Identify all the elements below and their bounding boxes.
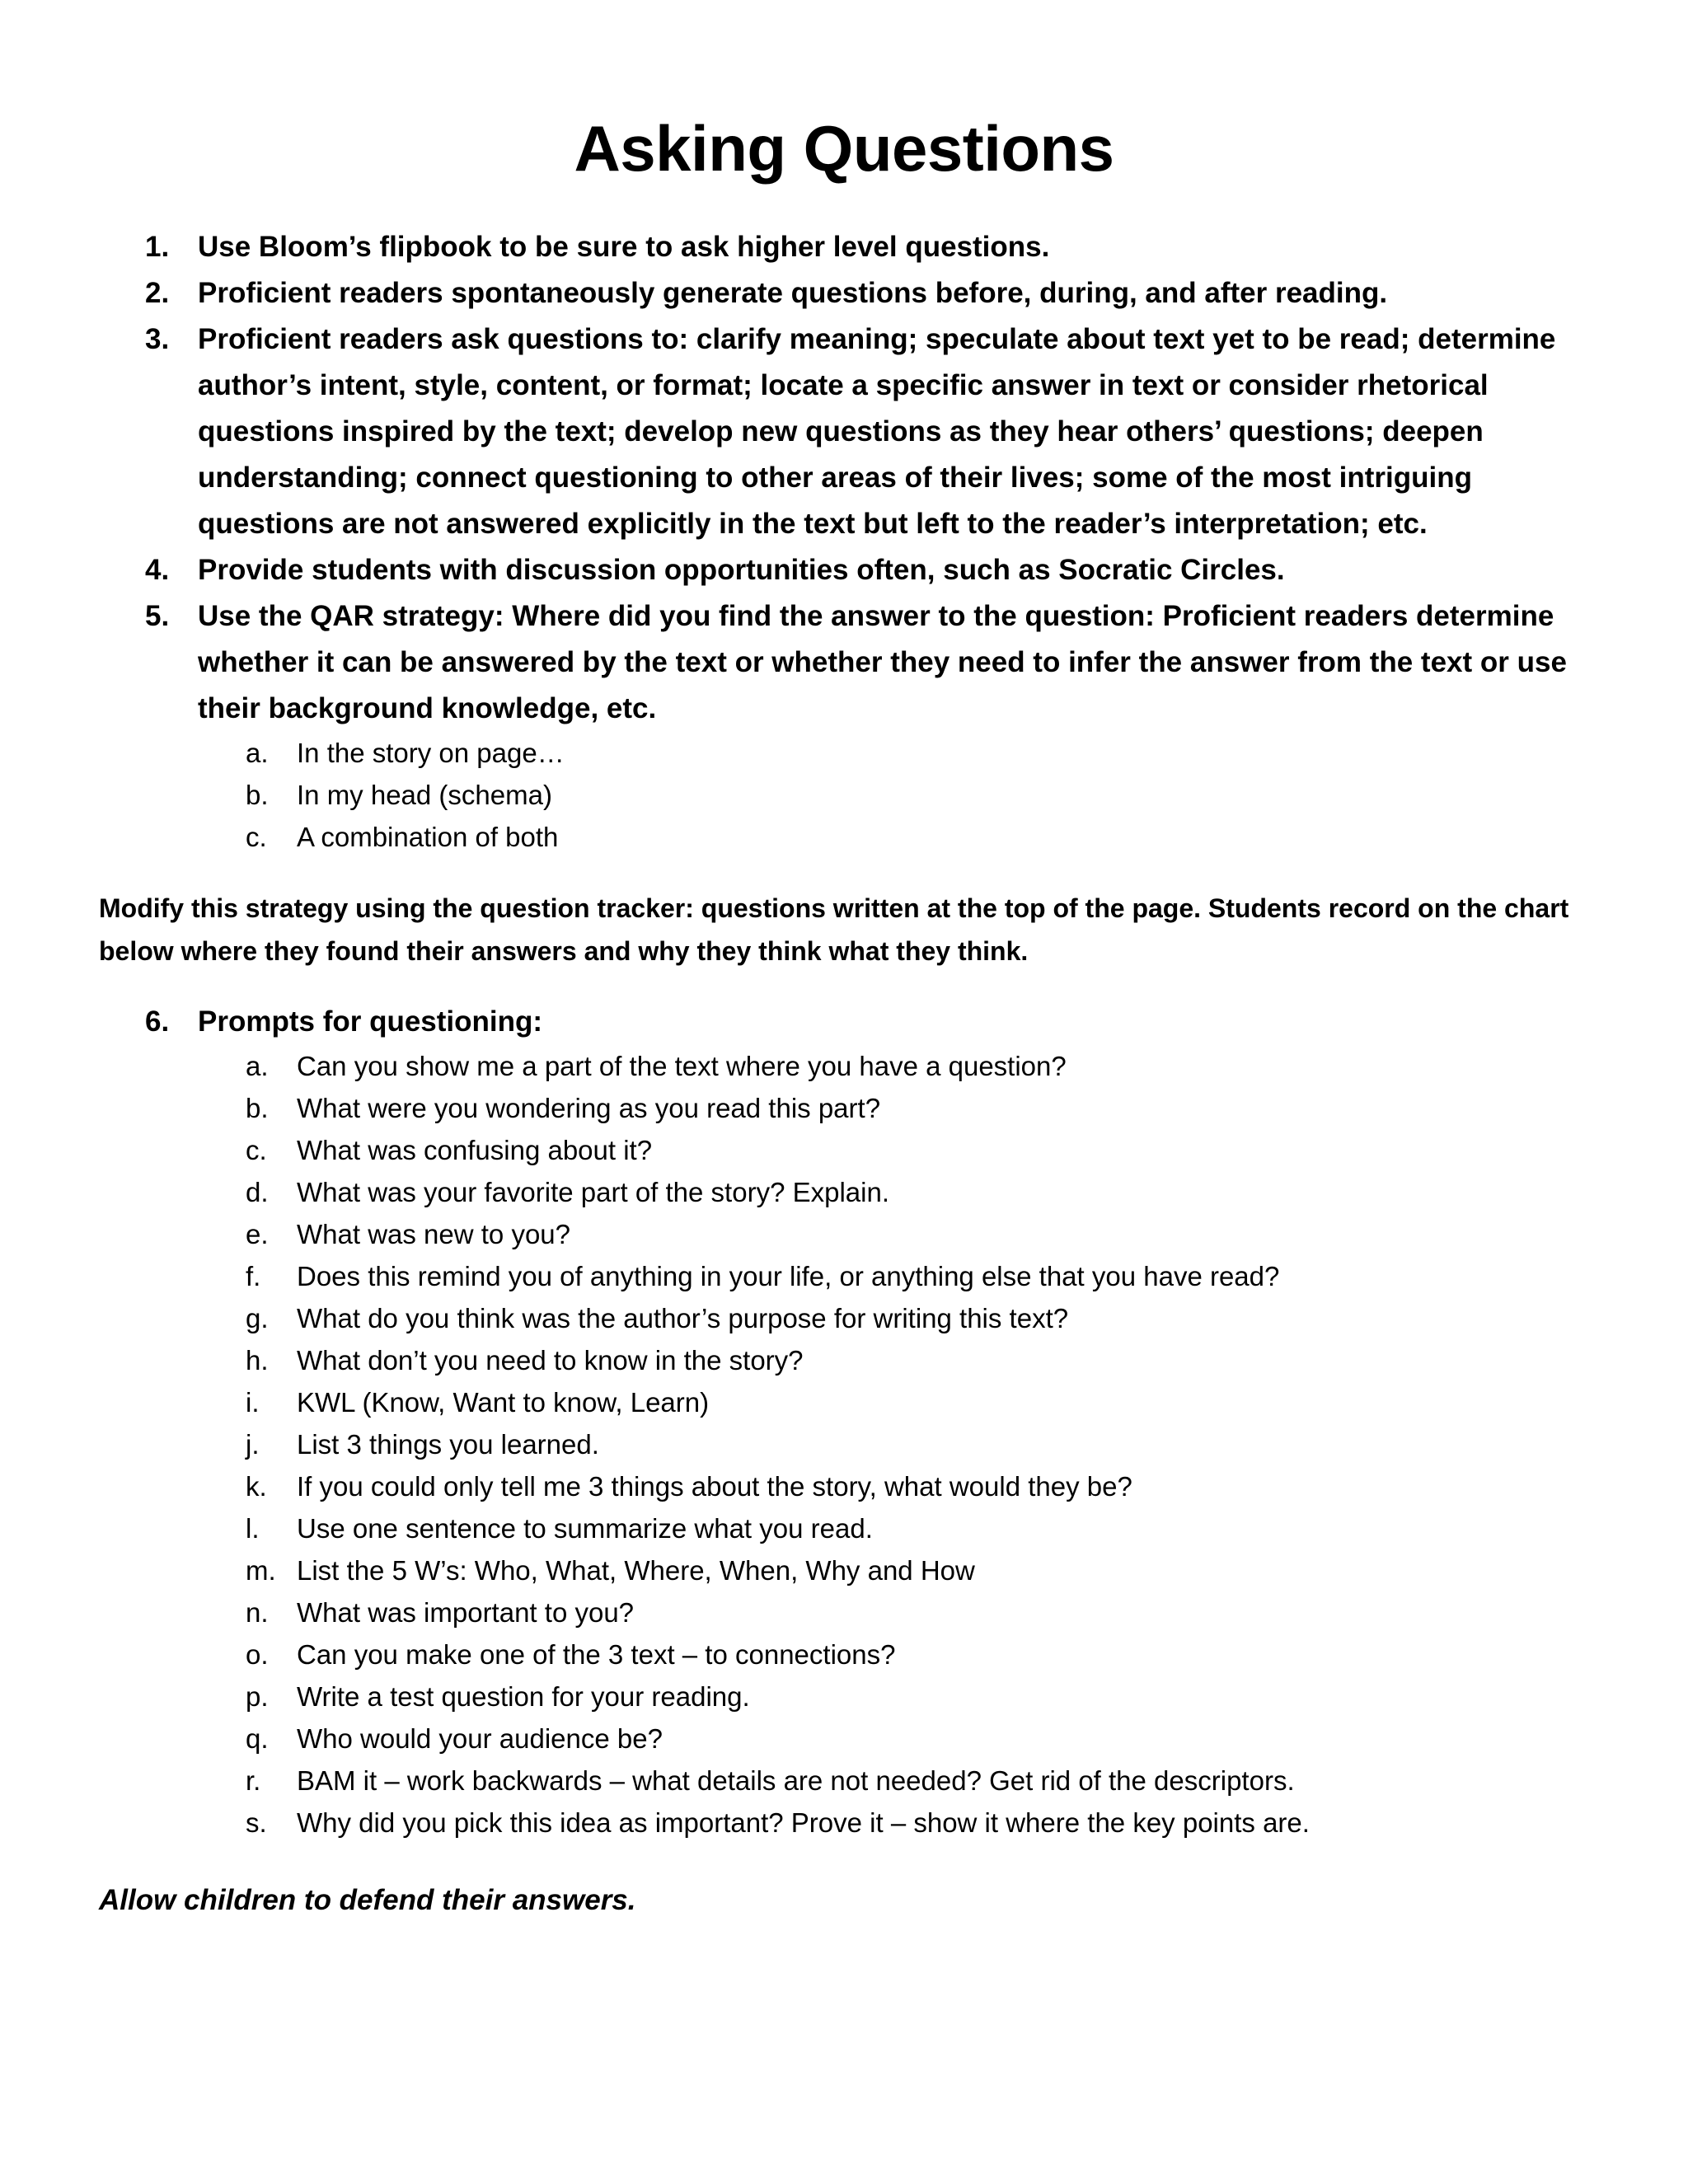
sub-item-b xyxy=(0,774,1582,816)
sub-item-l xyxy=(0,1507,1688,1549)
list-number: 3. xyxy=(145,323,170,355)
sub-item-text: KWL (Know, Want to know, Learn) xyxy=(297,1387,710,1418)
list-item-text: Provide students with discussion opportunities often, such as Socratic Circles. xyxy=(198,554,1285,586)
sub-letter: d. xyxy=(246,1177,269,1207)
sub-item-p xyxy=(0,1675,1688,1718)
list-item-4 xyxy=(0,547,1582,593)
list-item-text: Use Bloom’s flipbook to be sure to ask higher level questions. xyxy=(198,231,1050,263)
list-item-2 xyxy=(0,270,1582,316)
list-number: 2. xyxy=(145,277,170,309)
sub-item-text: Can you make one of the 3 text – to connections? xyxy=(297,1639,896,1670)
sub-item-text: List the 5 W’s: Who, What, Where, When, Why and How xyxy=(297,1555,975,1586)
list-item-text: Prompts for questioning: xyxy=(198,1005,543,1038)
list-number: 5. xyxy=(145,600,170,632)
sub-letter: c. xyxy=(246,822,267,852)
sub-letter: f. xyxy=(246,1261,261,1291)
strategy-note: Modify this strategy using the question tracker: questions written at the top of the page. Students record on the chart below where they found their answers and why they think what they think. xyxy=(99,893,1569,966)
sub-item-text: Who would your audience be? xyxy=(297,1723,663,1754)
sub-item-text: Write a test question for your reading. xyxy=(297,1681,750,1712)
list-item-6-heading xyxy=(0,999,1688,1045)
qar-sub-list xyxy=(0,732,1582,858)
sub-item-text: In my head (schema) xyxy=(297,780,552,810)
sub-item-text: List 3 things you learned. xyxy=(297,1429,599,1460)
sub-item-text: What was new to you? xyxy=(297,1219,570,1249)
sub-item-text: A combination of both xyxy=(297,822,559,852)
list-item-3 xyxy=(0,316,1582,547)
sub-item-h xyxy=(0,1339,1688,1381)
sub-letter: i. xyxy=(246,1387,260,1418)
list-number: 6. xyxy=(145,1005,170,1038)
sub-item-text: What don’t you need to know in the story? xyxy=(297,1345,804,1376)
sub-letter: q. xyxy=(246,1723,269,1754)
sub-item-a xyxy=(0,1045,1688,1087)
sub-letter: a. xyxy=(246,1051,269,1081)
sub-item-o xyxy=(0,1633,1688,1675)
sub-letter: b. xyxy=(246,1093,269,1123)
sub-item-c xyxy=(0,1129,1688,1171)
closing-statement: Allow children to defend their answers. xyxy=(99,1884,636,1916)
sub-item-m xyxy=(0,1549,1688,1591)
sub-letter: j. xyxy=(246,1429,260,1460)
main-list xyxy=(0,224,1688,858)
sub-item-e xyxy=(0,1213,1688,1255)
sub-letter: m. xyxy=(246,1555,276,1586)
sub-item-d xyxy=(0,1171,1688,1213)
list-item-1 xyxy=(0,224,1582,270)
sub-letter: g. xyxy=(246,1303,269,1333)
sub-item-text: What was confusing about it? xyxy=(297,1135,653,1165)
sub-item-c xyxy=(0,816,1582,858)
sub-item-n xyxy=(0,1591,1688,1633)
list-item-6 xyxy=(0,999,1688,1844)
sub-letter: o. xyxy=(246,1639,269,1670)
sub-letter: a. xyxy=(246,738,269,768)
sub-item-s xyxy=(0,1802,1688,1844)
sub-letter: b. xyxy=(246,780,269,810)
sub-letter: e. xyxy=(246,1219,269,1249)
sub-item-text: Use one sentence to summarize what you read. xyxy=(297,1513,873,1544)
sub-letter: l. xyxy=(246,1513,260,1544)
sub-item-text: BAM it – work backwards – what details are not needed? Get rid of the descriptors. xyxy=(297,1765,1295,1796)
sub-item-g xyxy=(0,1297,1688,1339)
sub-letter: n. xyxy=(246,1597,269,1628)
sub-letter: r. xyxy=(246,1765,261,1796)
sub-item-text: Why did you pick this idea as important? Prove it – show it where the key points are. xyxy=(297,1807,1310,1838)
sub-item-j xyxy=(0,1423,1688,1465)
page-title: Asking Questions xyxy=(574,112,1114,185)
sub-item-text: In the story on page… xyxy=(297,738,565,768)
sub-item-f xyxy=(0,1255,1688,1297)
sub-item-text: Can you show me a part of the text where you have a question? xyxy=(297,1051,1067,1081)
sub-item-k xyxy=(0,1465,1688,1507)
sub-item-b xyxy=(0,1087,1688,1129)
sub-item-text: Does this remind you of anything in your life, or anything else that you have read? xyxy=(297,1261,1280,1291)
sub-item-text: What was your favorite part of the story? Explain. xyxy=(297,1177,889,1207)
sub-item-text: What was important to you? xyxy=(297,1597,635,1628)
prompts-sub-list xyxy=(0,1045,1688,1844)
sub-item-text: What do you think was the author’s purpose for writing this text? xyxy=(297,1303,1069,1333)
sub-letter: p. xyxy=(246,1681,269,1712)
list-number: 1. xyxy=(145,231,170,263)
sub-item-i xyxy=(0,1381,1688,1423)
sub-letter: h. xyxy=(246,1345,269,1376)
sub-item-text: What were you wondering as you read this part? xyxy=(297,1093,881,1123)
list-item-text: Proficient readers ask questions to: clarify meaning; speculate about text yet to be read; determine author’s intent, style, content, or format; locate a specific answer in text or consider rhetorical questions inspired by the text; develop new questions as they hear others’ questions; deepen understanding; connect questioning to other areas of their lives; some of the most intriguing questions are not answered explicitly in the text but left to the reader’s interpretation; etc. xyxy=(198,323,1556,540)
list-number: 4. xyxy=(145,554,170,586)
sub-item-q xyxy=(0,1718,1688,1760)
sub-item-text: If you could only tell me 3 things about the story, what would they be? xyxy=(297,1471,1132,1502)
sub-item-r xyxy=(0,1760,1688,1802)
list-item-5 xyxy=(0,593,1582,858)
list-item-text: Use the QAR strategy: Where did you find the answer to the question: Proficient readers determine whether it can be answered by the text or whether they need to infer the answer from the text or use their background knowledge, etc. xyxy=(198,600,1567,724)
sub-letter: c. xyxy=(246,1135,267,1165)
list-item-text: Proficient readers spontaneously generate questions before, during, and after reading. xyxy=(198,277,1388,309)
sub-letter: k. xyxy=(246,1471,267,1502)
sub-item-a xyxy=(0,732,1582,774)
sub-letter: s. xyxy=(246,1807,267,1838)
